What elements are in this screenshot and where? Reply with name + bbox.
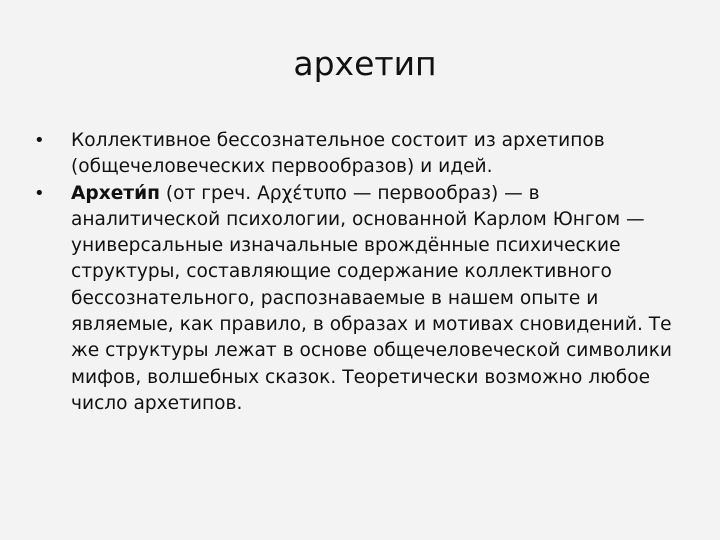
term-archetype: Архети́п: [71, 182, 160, 204]
bullet-text: (от греч. Αρχέτυπο — первообраз) — в аналитической психологии, основанной Карлом Юнгом — универсальные изначальные врождённые психические структуры, составляющие содержание коллективного бессознательного, распознаваемые в нашем опыте и являемые, как правило, в образах и мотивах сновидений. Те же структуры лежат в основе общечеловеческой символики мифов, волшебных сказок. Теоретически возможно любое число архетипов.: [71, 182, 673, 414]
bullet-item-collective-unconscious: [34, 128, 694, 181]
bullet-text: Коллективное бессознательное состоит из архетипов (общечеловеческих первообразов) и идей.: [71, 130, 605, 178]
slide-title: архетип: [293, 44, 437, 83]
bullet-icon: •: [34, 130, 45, 151]
bullet-icon: •: [34, 182, 45, 204]
bullet-item-archetype-definition: [34, 181, 694, 418]
bullet-list: [34, 128, 694, 417]
